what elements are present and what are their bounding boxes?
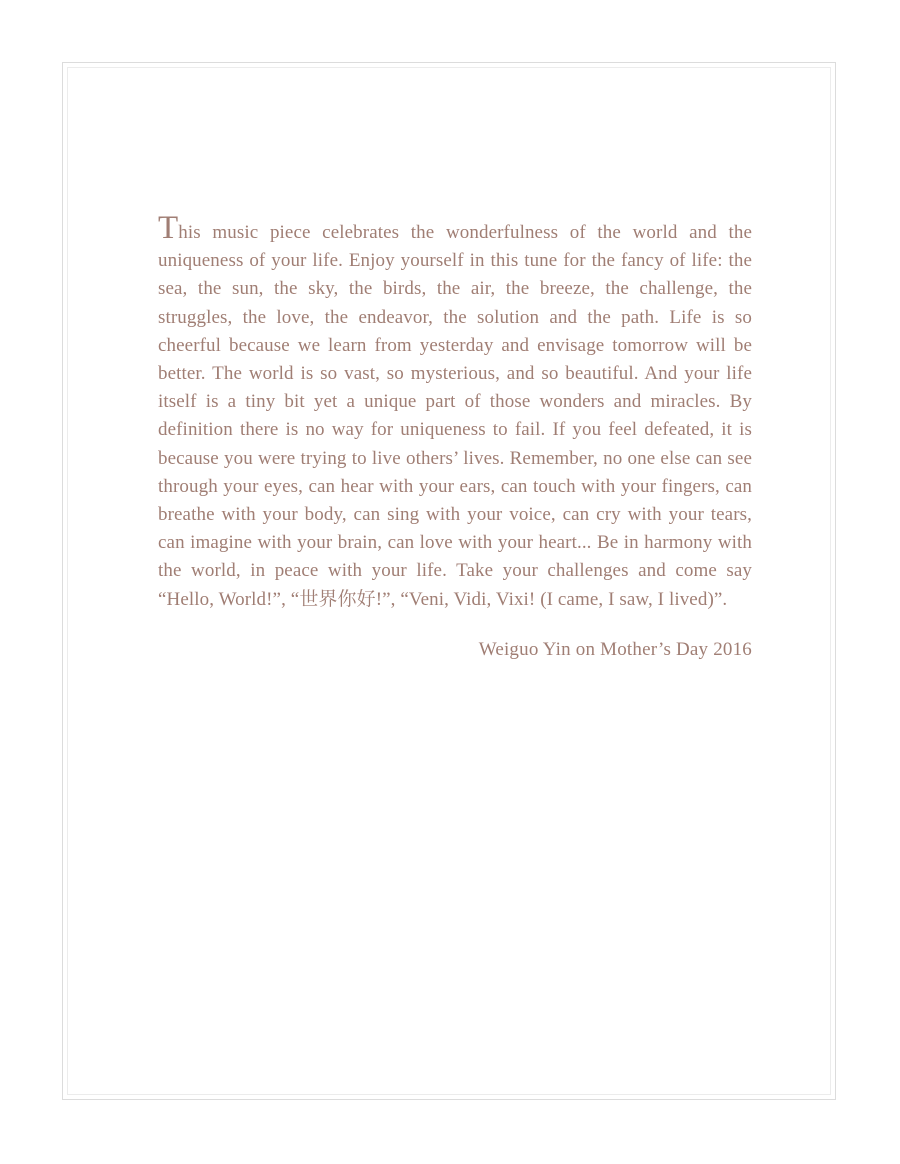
dedication-text-block — [158, 210, 752, 664]
dedication-paragraph — [158, 210, 752, 614]
paragraph-body: his music piece celebrates the wonderfulness of the world and the uniqueness of your life. Enjoy yourself in this tune for the fancy of life: the sea, the sun, the sky, the birds, the air, the breeze, the challenge, the struggles, the love, the endeavor, the solution and the path. Life is so cheerful because we learn from yesterday and envisage tomorrow will be better. The world is so vast, so mysterious, and so beautiful. And your life itself is a tiny bit yet a unique part of those wonders and miracles. By definition there is no way for uniqueness to fail. If you feel defeated, it is because you were trying to live others’ lives. Remember, no one else can see through your eyes, can hear with your ears, can touch with your fingers, can breathe with your body, can sing with your voice, can cry with your tears, can imagine with your brain, can love with your heart... Be in harmony with the world, in peace with your life. Take your challenges and come say “Hello, World!”, “世界你好!”, “Veni, Vidi, Vixi! (I came, I saw, I lived)”. — [158, 222, 752, 610]
drop-cap-letter: T — [158, 210, 179, 246]
signature-line: Weiguo Yin on Mother’s Day 2016 — [478, 638, 752, 660]
